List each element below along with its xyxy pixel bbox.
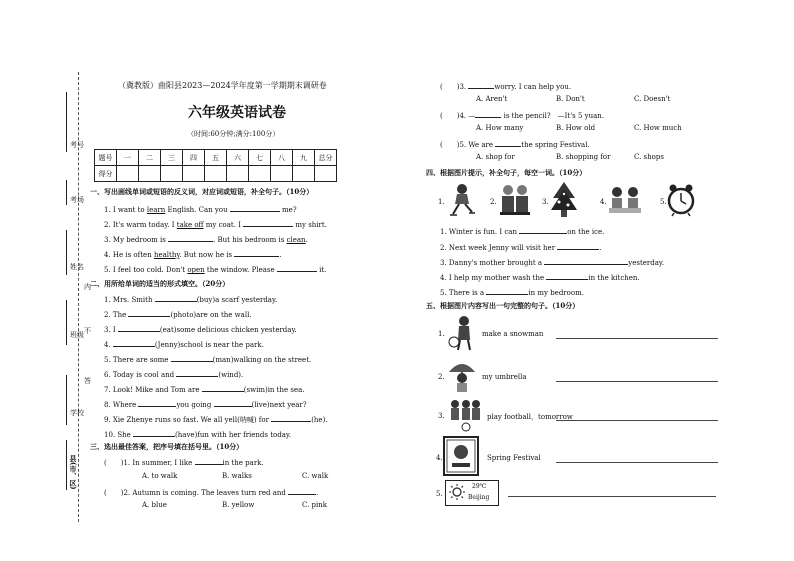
football-kids-icon	[446, 398, 482, 432]
answer-blank[interactable]	[118, 324, 160, 332]
option[interactable]: B. walks	[222, 472, 252, 480]
sec1-q3: 3. My bedroom is . But his bedroom is clean.	[104, 236, 308, 244]
exam-title: 六年级英语试卷	[188, 105, 286, 121]
option[interactable]: C. How much	[634, 124, 682, 132]
sec4-s5: 5. There is a in my bedroom.	[440, 289, 584, 297]
answer-blank[interactable]	[138, 399, 176, 407]
option[interactable]: C. walk	[302, 472, 329, 480]
answer-blank[interactable]	[171, 354, 213, 362]
alarm-clock-icon	[667, 182, 695, 218]
snowman-boy-icon	[448, 314, 478, 352]
sec5-hint: my umbrella	[482, 373, 527, 381]
grandparents-icon	[498, 182, 532, 218]
section5-heading: 五、根据图片内容写出一句完整的句子。（10分）	[426, 301, 580, 310]
option[interactable]: B. Don't	[556, 95, 585, 103]
sec1-q4: 4. He is often healthy. But now he is .	[104, 251, 282, 259]
school-label: 学校	[70, 409, 84, 417]
sentence-line[interactable]	[556, 381, 718, 382]
margin-char-no: 不	[84, 327, 91, 335]
answer-blank[interactable]	[168, 234, 213, 242]
picture-number: 3.	[438, 412, 445, 420]
weather-card	[445, 480, 499, 506]
picture-number: 5.	[660, 198, 667, 206]
sun-icon	[449, 484, 465, 500]
section4-heading: 四、根据图片提示，补全句子，每空一词。（10分）	[426, 168, 587, 177]
answer-blank[interactable]	[546, 272, 588, 280]
score-header-cell: 七	[249, 150, 271, 166]
sec3-q1: ( )1. In summer, I like in the park.	[104, 459, 264, 467]
picture-number: 4.	[436, 454, 443, 462]
option[interactable]: B. How old	[556, 124, 596, 132]
picture-number: 2.	[490, 198, 497, 206]
score-cell[interactable]	[205, 166, 227, 182]
sec3-q4: ( )4. — is the pencil? —It's 5 yuan.	[440, 112, 604, 120]
sec1-q1: 1. I want to learn English. Can you me?	[104, 206, 297, 214]
sec2-item: 7. Look! Mike and Tom are (swim)in the sea.	[104, 386, 305, 394]
school-line	[66, 375, 67, 425]
exam-room-line	[66, 180, 67, 205]
picture-number: 3.	[542, 198, 549, 206]
answer-blank[interactable]	[133, 429, 175, 437]
name-line	[66, 230, 67, 275]
weather-temperature: 29℃	[472, 483, 487, 490]
county-line	[66, 440, 67, 490]
option[interactable]: A. shop for	[476, 153, 515, 161]
sec4-s4: 4. I help my mother wash the in the kitchen.	[440, 274, 640, 282]
option[interactable]: B. yellow	[222, 501, 255, 509]
picture-number: 2.	[438, 373, 445, 381]
sec3-q3: ( )3. worry. I can help you.	[440, 83, 572, 91]
score-cell[interactable]	[183, 166, 205, 182]
option[interactable]: A. blue	[142, 501, 167, 509]
score-cell[interactable]	[139, 166, 161, 182]
score-cell[interactable]	[161, 166, 183, 182]
answer-blank[interactable]	[113, 339, 155, 347]
score-header-cell: 六	[227, 150, 249, 166]
umbrella-girl-icon	[447, 358, 477, 394]
picture-number: 1.	[438, 330, 445, 338]
answer-blank[interactable]	[195, 457, 223, 465]
score-header-cell: 四	[183, 150, 205, 166]
answer-blank[interactable]	[557, 242, 599, 250]
score-header-cell: 一	[117, 150, 139, 166]
spring-festival-card-icon	[443, 436, 479, 476]
class-label: 班级	[70, 331, 84, 339]
sec1-q5: 5. I feel too cold. Don't open the window. Please it.	[104, 266, 327, 274]
score-cell[interactable]	[315, 166, 337, 182]
answer-blank[interactable]	[468, 81, 494, 89]
sec5-hint: make a snowman	[482, 330, 544, 338]
exam-room-label: 考场	[70, 196, 84, 204]
answer-blank[interactable]	[486, 287, 528, 295]
score-cell[interactable]	[117, 166, 139, 182]
score-cell[interactable]	[271, 166, 293, 182]
answer-blank[interactable]	[155, 294, 197, 302]
name-label: 姓名	[70, 263, 84, 271]
sec2-item: 1. Mrs. Smith (buy)a scarf yesterday.	[104, 296, 278, 304]
exam-time: （时间:60分钟;满分:100分）	[187, 130, 280, 138]
option[interactable]: A. Aren't	[476, 95, 508, 103]
sec5-hint: Spring Festival	[487, 454, 541, 462]
answer-blank[interactable]	[288, 487, 316, 495]
score-cell[interactable]	[227, 166, 249, 182]
weather-city: Beijing	[468, 494, 490, 501]
score-cell[interactable]	[249, 166, 271, 182]
answer-blank[interactable]	[202, 384, 244, 392]
skating-girl-icon	[447, 182, 477, 218]
picture-number: 5.	[436, 490, 443, 498]
answer-blank[interactable]	[475, 110, 501, 118]
score-header-cell: 总分	[315, 150, 337, 166]
option[interactable]: C. Doesn't	[634, 95, 671, 103]
score-cell[interactable]	[293, 166, 315, 182]
sec4-s3: 3. Danny's mother brought a yesterday.	[440, 259, 665, 267]
answer-blank[interactable]	[176, 369, 218, 377]
sec2-item: 10. She (have)fun with her friends today.	[104, 431, 292, 439]
answer-blank[interactable]	[271, 414, 311, 422]
sec1-q2: 2. It's warm today. I take off my coat. I my shirt.	[104, 221, 327, 229]
section3-heading: 三、选出最佳答案，把序号填在括号里。（10分）	[90, 442, 244, 451]
picture-number: 4.	[600, 198, 607, 206]
exam-no-line	[66, 92, 67, 152]
section2-heading: 二、用所给单词的适当的形式填空。（20分）	[90, 279, 230, 288]
sec2-item: 3. I (eat)some delicious chicken yesterday.	[104, 326, 297, 334]
option[interactable]: C. shops	[634, 153, 664, 161]
margin-char-answer: 答	[84, 377, 91, 385]
score-row-label: 得分	[95, 166, 117, 182]
exam-no-label: 考号	[70, 141, 84, 149]
picture-number: 1.	[438, 198, 445, 206]
option[interactable]: A. How many	[476, 124, 524, 132]
score-table	[94, 149, 337, 182]
exam-subtitle: （冀教版）曲阳县2023—2024学年度第一学期期末调研卷	[118, 81, 327, 90]
score-header-cell: 题号	[95, 150, 117, 166]
answer-blank[interactable]	[495, 139, 521, 147]
sec2-item: 2. The (photo)are on the wall.	[104, 311, 252, 319]
sentence-line[interactable]	[508, 496, 716, 497]
score-header-cell: 三	[161, 150, 183, 166]
score-header-cell: 五	[205, 150, 227, 166]
answer-blank[interactable]	[230, 204, 280, 212]
answer-blank[interactable]	[234, 249, 279, 257]
sentence-line[interactable]	[556, 420, 718, 421]
answer-blank[interactable]	[544, 257, 586, 265]
answer-blank[interactable]	[128, 309, 170, 317]
sentence-line[interactable]	[556, 462, 718, 463]
score-header-cell: 八	[271, 150, 293, 166]
sec4-s2: 2. Next week Jenny will visit her .	[440, 244, 602, 252]
option[interactable]: C. pink	[302, 501, 328, 509]
sec2-item: 6. Today is cool and (wind).	[104, 371, 244, 379]
answer-blank[interactable]	[519, 226, 567, 234]
margin-char-inner: 内	[84, 283, 91, 291]
sec2-item: 8. Where you going (live)next year?	[104, 401, 307, 409]
section1-heading: 一、写出画线单词或短语的反义词，对应词或短语，补全句子。（10分）	[90, 187, 314, 196]
option[interactable]: A. to walk	[142, 472, 178, 480]
score-header-cell: 二	[139, 150, 161, 166]
county-label: 县(市、区)	[69, 455, 78, 490]
answer-blank[interactable]	[277, 264, 317, 272]
washing-dishes-icon	[607, 184, 643, 216]
sec2-item: 5. There are some (man)walking on the street.	[104, 356, 312, 364]
score-header-cell: 九	[293, 150, 315, 166]
answer-blank[interactable]	[586, 257, 628, 265]
sec2-item: 9. Xie Zhenye runs so fast. We all yell(呐喊) for (he).	[104, 416, 328, 424]
christmas-tree-icon	[549, 180, 579, 220]
answer-blank[interactable]	[243, 219, 293, 227]
sec2-item: 4. (Jenny)school is near the park.	[104, 341, 264, 349]
option[interactable]: B. shopping for	[556, 153, 611, 161]
class-line	[66, 300, 67, 345]
sentence-line[interactable]	[556, 338, 718, 339]
sec3-q5: ( )5. We are the spring Festival.	[440, 141, 590, 149]
sec3-q2: ( )2. Autumn is coming. The leaves turn red and .	[104, 489, 319, 497]
sec5-hint: play football，tomorrow	[487, 413, 573, 421]
answer-blank[interactable]	[214, 399, 252, 407]
sec4-s1: 1. Winter is fun. I can on the ice.	[440, 228, 605, 236]
